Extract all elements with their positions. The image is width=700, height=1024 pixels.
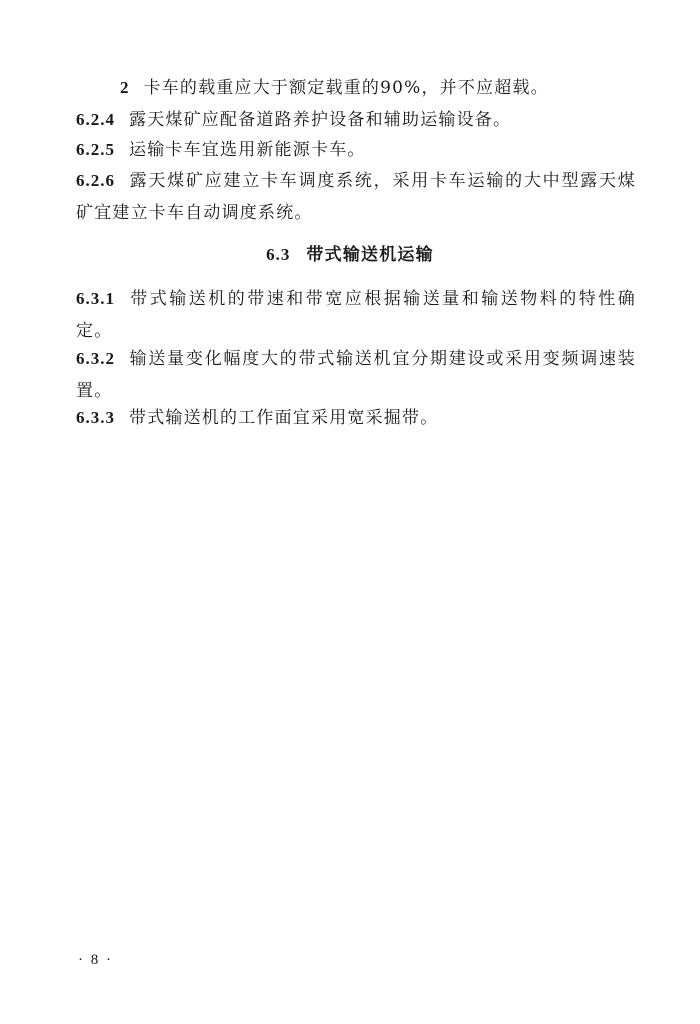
clause-text: 带式输送机的带速和带宽应根据输送量和输送物料的特性确定。	[76, 289, 636, 341]
clause-number: 2	[120, 78, 130, 97]
clause-6-2-4	[76, 104, 636, 136]
clause-number: 6.3.3	[76, 408, 115, 427]
section-number: 6.3	[266, 245, 291, 264]
clause-6-3-2	[76, 343, 636, 407]
clause-text: 卡车的载重应大于额定载重的90%，并不应超载。	[143, 78, 549, 98]
clause-item-2	[76, 72, 680, 104]
page-number: · 8 ·	[78, 952, 113, 968]
section-heading	[0, 240, 700, 265]
clause-number: 6.2.6	[76, 171, 115, 190]
clause-6-2-5	[76, 134, 636, 166]
clause-6-3-3	[76, 402, 636, 434]
clause-6-2-6	[76, 165, 636, 229]
clause-number: 6.3.1	[76, 289, 115, 308]
section-title: 带式输送机运输	[306, 245, 434, 265]
clause-number: 6.2.4	[76, 110, 115, 129]
clause-text: 输送量变化幅度大的带式输送机宜分期建设或采用变频调速装置。	[76, 349, 636, 401]
clause-text: 露天煤矿应配备道路养护设备和辅助运输设备。	[129, 110, 512, 130]
clause-number: 6.2.5	[76, 140, 115, 159]
clause-text: 运输卡车宜选用新能源卡车。	[129, 140, 366, 160]
clause-number: 6.3.2	[76, 349, 115, 368]
clause-text: 露天煤矿应建立卡车调度系统，采用卡车运输的大中型露天煤矿宜建立卡车自动调度系统。	[76, 171, 636, 223]
clause-6-3-1	[76, 283, 636, 347]
clause-text: 带式输送机的工作面宜采用宽采掘带。	[129, 408, 439, 428]
